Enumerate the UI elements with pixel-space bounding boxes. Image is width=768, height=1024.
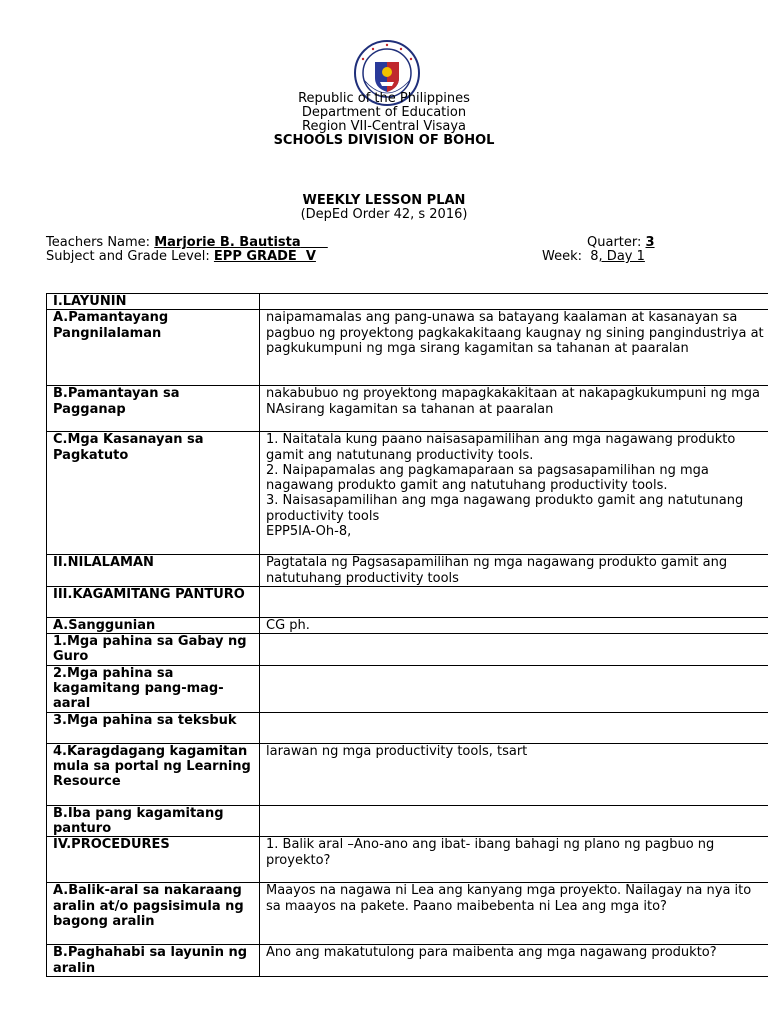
week-label: Week: 8 (542, 249, 599, 264)
row-value: larawan ng mga productivity tools, tsart (260, 743, 768, 805)
table-row (47, 837, 768, 883)
row-value: Ano ang makatutulong para maibenta ang mga nagawang produkto? (260, 945, 768, 977)
row-label: A.Sanggunian (47, 617, 260, 633)
row-value (260, 805, 768, 837)
row-value (260, 665, 768, 712)
row-label: I.LAYUNIN (47, 294, 260, 310)
row-label: B.Iba pang kagamitang panturo (47, 805, 260, 837)
table-row (47, 294, 768, 310)
table-row (47, 634, 768, 666)
row-value: 1. Balik aral –Ano-ano ang ibat- ibang bahagi ng plano ng pagbuo ng proyekto? (260, 837, 768, 883)
table-row (47, 883, 768, 945)
subject-grade-value: EPP GRADE V (213, 249, 316, 264)
table-row (47, 617, 768, 633)
lesson-plan-table (46, 293, 768, 977)
row-value (260, 712, 768, 743)
header-division: SCHOOLS DIVISION OF BOHOL (273, 133, 495, 148)
row-value: Maayos na nagawa ni Lea ang kanyang mga proyekto. Nailagay na nya ito sa maayos na pakete. Paano maibebenta ni Lea ang mga ito? (260, 883, 768, 945)
subject-grade-label: Subject and Grade Level: (46, 249, 214, 264)
quarter-label: Quarter: (587, 235, 646, 250)
table-row (47, 665, 768, 712)
row-label: 3.Mga pahina sa teksbuk (47, 712, 260, 743)
subject-grade-line (46, 250, 316, 264)
row-value (260, 586, 768, 617)
row-label: IV.PROCEDURES (47, 837, 260, 883)
quarter-value: 3 (645, 235, 655, 250)
document-subtitle: (DepEd Order 42, s 2016) (300, 207, 468, 222)
table-row (47, 432, 768, 555)
row-label: 4.Karagdagang kagamitan mula sa portal ng Learning Resource (47, 743, 260, 805)
row-value (260, 634, 768, 666)
table-row (47, 805, 768, 837)
row-value: nakabubuo ng proyektong mapagkakakitaan at nakapagkukumpuni ng mga NAsirang kagamitan sa tahanan at paaralan (260, 386, 768, 432)
row-label: II.NILALAMAN (47, 555, 260, 587)
week-value: , Day 1 (598, 249, 645, 264)
table-row (47, 586, 768, 617)
row-label: 1.Mga pahina sa Gabay ng Guro (47, 634, 260, 666)
header-department: Department of Education (301, 105, 467, 120)
row-label: B.Pamantayan sa Pagganap (47, 386, 260, 432)
row-label: III.KAGAMITANG PANTURO (47, 586, 260, 617)
row-label: C.Mga Kasanayan sa Pagkatuto (47, 432, 260, 555)
row-value (260, 294, 768, 310)
table-row (47, 555, 768, 587)
teacher-name-value: Marjorie B. Bautista (154, 235, 301, 250)
table-row (47, 310, 768, 386)
header-republic: Republic of the Philippines (298, 91, 470, 106)
quarter-line (587, 236, 655, 250)
document-title: WEEKLY LESSON PLAN (302, 193, 466, 208)
row-label: A.Pamantayang Pangnilalaman (47, 310, 260, 386)
row-value: naipamamalas ang pang-unawa sa batayang kaalaman at kasanayan sa pagbuo ng proyektong pagkakakitaang kaugnay ng sining pangindustriya at pagkukumpuni ng mga sirang kagamitan sa tahanan at paaralan (260, 310, 768, 386)
row-label: A.Balik-aral sa nakaraang aralin at/o pagsisimula ng bagong aralin (47, 883, 260, 945)
table-row (47, 712, 768, 743)
teacher-name-pad (301, 235, 328, 250)
table-row (47, 386, 768, 432)
teacher-name-line (46, 236, 328, 250)
row-value: Pagtatala ng Pagsasapamilihan ng mga nagawang produkto gamit ang natutuhang productivity tools (260, 555, 768, 587)
row-value: CG ph. (260, 617, 768, 633)
row-label: B.Paghahabi sa layunin ng aralin (47, 945, 260, 977)
table-row (47, 743, 768, 805)
teacher-name-label: Teachers Name: (46, 235, 155, 250)
week-line (542, 250, 645, 264)
row-value: 1. Naitatala kung paano naisasapamilihan ang mga nagawang produkto gamit ang natutunang productivity tools. 2. Naipapamalas ang pagkamaparaan sa pagsasapamilihan ng mga nagawang produkto gamit ang natutuhang productivity tools. 3. Naisasapamilihan ang mga nagawang produkto gamit ang natutunang productivity tools EPP5IA-Oh-8, (260, 432, 768, 555)
row-label: 2.Mga pahina sa kagamitang pang-mag-aaral (47, 665, 260, 712)
table-row (47, 945, 768, 977)
header-region: Region VII-Central Visaya (302, 119, 466, 134)
